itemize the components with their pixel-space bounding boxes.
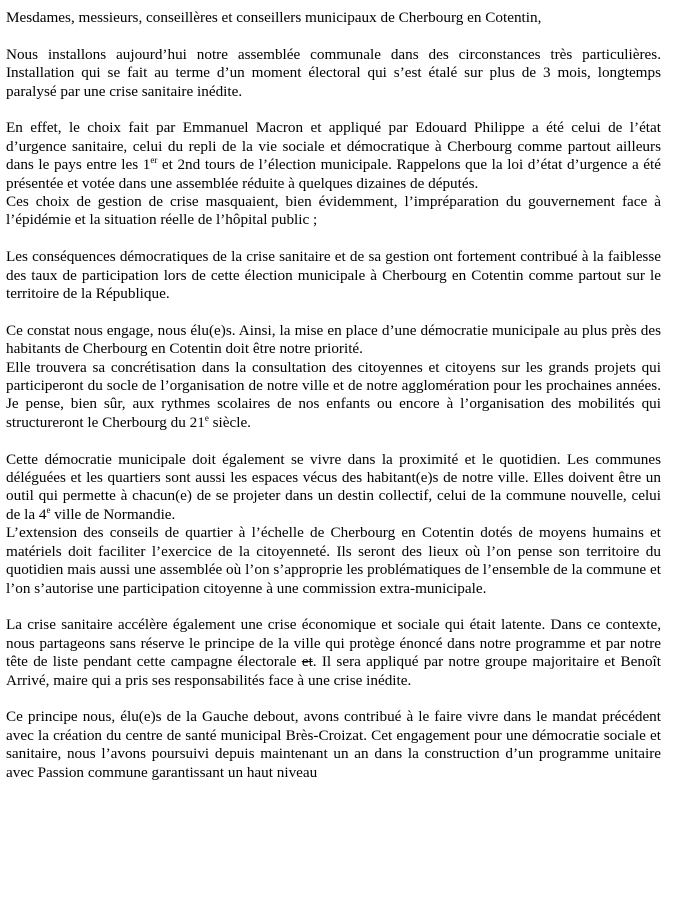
paragraph-gap xyxy=(6,101,661,119)
paragraph-crisis-management: Ces choix de gestion de crise masquaient, bien évidemment, l’impréparation du gouvernement face à l’épidémie et la situation réelle de l’hôpital public ; xyxy=(6,193,661,229)
paragraph-proximity xyxy=(6,451,661,525)
text-segment: Elle trouvera sa concrétisation dans la consultation des citoyennes et citoyens sur les grands projets qui participeront du socle de l’organisation de notre ville et de notre agglomération pour les prochaines années. Je pense, bien sûr, aux rythmes scolaires de nos enfants ou encore à l’organisation des mobilités qui structureront le Cherbourg du 21 xyxy=(6,358,661,431)
document-page xyxy=(6,0,661,782)
text-segment: ville de Normandie. xyxy=(50,505,176,523)
text-segment: En effet, le choix fait par Emmanuel Macron et appliqué par Edouard Philippe a été celui de l’état d’urgence sanitaire, celui du repli de la vie sociale et démocratique à Cherbourg comme partout ailleurs dans le pays entre les 1 xyxy=(6,119,661,174)
superscript: e xyxy=(46,504,51,515)
text-segment: Cette démocratie municipale doit également se vivre dans la proximité et le quotidien. Les communes déléguées et les quartiers sont aussi les espaces vécus des habitant(e)s de notre ville. Elles doivent être un outil qui permette à chacun(e) de se projeter dans un destin collectif, celui de la commune nouvelle, celui de la 4 xyxy=(6,450,661,523)
paragraph-state-of-emergency xyxy=(6,119,661,193)
superscript: e xyxy=(204,412,209,423)
paragraph-gap xyxy=(6,27,661,45)
paragraph-municipal-democracy: Ce constat nous engage, nous élu(e)s. Ainsi, la mise en place d’une démocratie municipale au plus près des habitants de Cherbourg en Cotentin doit être notre priorité. xyxy=(6,321,661,358)
paragraph-economic-crisis xyxy=(6,616,661,690)
greeting: Mesdames, messieurs, conseillères et conseillers municipaux de Cherbourg en Cotentin, xyxy=(6,9,542,26)
paragraph-health-centre: Ce principe nous, élu(e)s de la Gauche debout, avons contribué à le faire vivre dans le mandat précédent avec la création du centre de santé municipal Brès-Croizat. Cet engagement pour une démocratie sociale et sanitaire, nous l’avons poursuivi depuis maintenant un an dans la construction d’un programme unitaire avec Passion commune garantissant un haut niveau xyxy=(6,708,661,781)
paragraph-gap xyxy=(6,303,661,321)
paragraph-neighbourhood-councils: L’extension des conseils de quartier à l’échelle de Cherbourg en Cotentin dotés de moyens humains et matériels doit faciliter l’exercice de la citoyenneté. Ils seront des lieux où l’on pense son territoire du quotidien mais aussi une assemblée où l’on s’approprie les problématiques de l’ensemble de la commune et l’on s’autorise une participation citoyenne à une commission extra-municipale. xyxy=(6,524,661,597)
text-segment: La crise sanitaire accélère également une crise économique et sociale qui était latente. Dans ce contexte, nous partageons sans réserve le principe de la ville qui protège énoncé dans notre programme et par notre tête de liste pendant cette campagne électorale xyxy=(6,616,661,671)
superscript: er xyxy=(150,155,158,166)
text-segment: et 2nd tours de l’élection municipale. Rappelons que la loi d’état d’urgence a été présentée et votée dans une assemblée réduite à quelques dizaines de députés. xyxy=(6,156,661,192)
struck-word: et xyxy=(301,653,313,671)
paragraph-gap xyxy=(6,230,661,248)
paragraph-gap xyxy=(6,690,661,708)
paragraph-gap xyxy=(6,432,661,450)
text-segment: . Il sera appliqué par notre groupe majoritaire et Benoît Arrivé, maire qui a pris ses responsabilités face à une crise inédite. xyxy=(6,653,661,689)
paragraph-democratic-consequences: Les conséquences démocratiques de la crise sanitaire et de sa gestion ont fortement contribué à la faiblesse des taux de participation lors de cette élection municipale à Cherbourg en Cotentin comme partout sur le territoire de la République. xyxy=(6,248,661,303)
text-segment: siècle. xyxy=(208,413,251,431)
paragraph-gap xyxy=(6,598,661,616)
paragraph-installation: Nous installons aujourd’hui notre assemblée communale dans des circonstances très particulières. Installation qui se fait au terme d’un moment électoral qui s’est étalé sur plus de 3 mois, longtemps paralysé par une crise sanitaire inédite. xyxy=(6,45,661,100)
paragraph-citizen-consultation xyxy=(6,359,661,433)
